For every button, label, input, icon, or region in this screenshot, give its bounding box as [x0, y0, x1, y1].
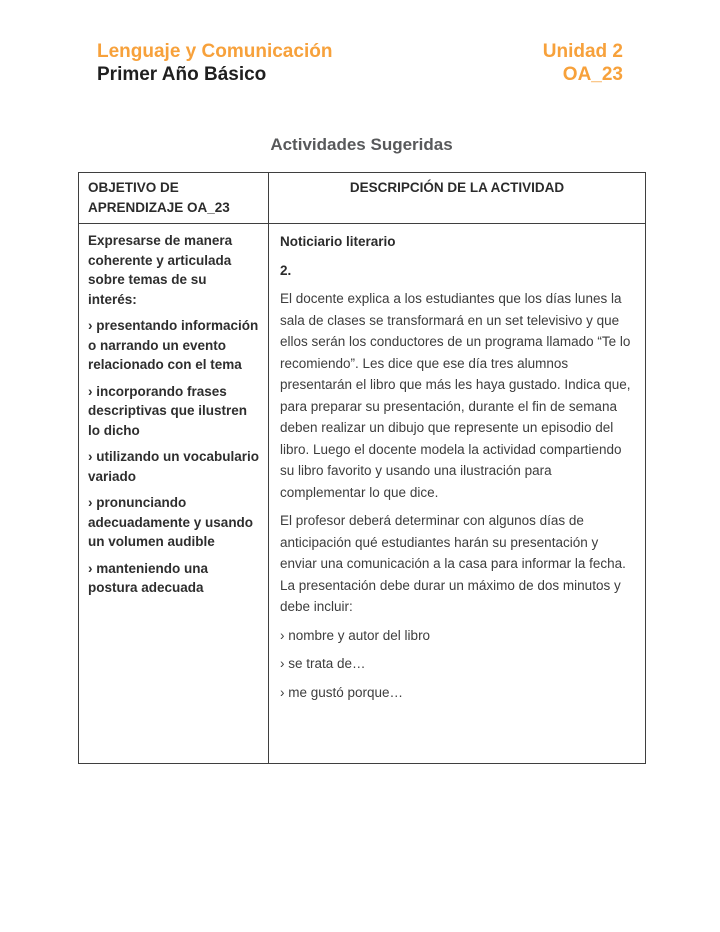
subject-title: Lenguaje y Comunicación — [97, 41, 333, 62]
table-body-row — [79, 224, 646, 764]
activity-bullet-3: › me gustó porque… — [280, 684, 404, 700]
objective-bullet-3: › utilizando un vocabulario variado — [88, 449, 260, 484]
activity-paragraph-1: El docente explica a los estudiantes que los días lunes la sala de clases se transformará en un set televisivo y que ellos serán los conductores de un programa llamado “Te lo recomiendo”. Les dice que ese día tres alumnos presentarán el libro que más les haya gustado. Indica que, para preparar su presentación, durante el fin de semana deben realizar un dibujo que represente un episodio del libro. Luego el docente modela la actividad compartiendo su libro favorito y usando una ilustración para complementar lo que dice. — [280, 291, 631, 500]
document-page — [78, 0, 645, 764]
objective-bullet-5: › manteniendo una postura adecuada — [88, 560, 209, 595]
objective-bullet-4: › pronunciando adecuadamente y usando un volumen audible — [88, 495, 254, 549]
activity-bullet-1: › nombre y autor del libro — [280, 627, 431, 643]
activity-paragraph-2: El profesor deberá determinar con algunos días de anticipación qué estudiantes harán su presentación y enviar una comunicación a la casa para informar la fecha. La presentación debe durar un máximo de dos minutos y debe incluir: — [280, 513, 626, 614]
objective-bullet-2: › incorporando frases descriptivas que ilustren lo dicho — [88, 383, 248, 438]
unit-label: Unidad 2 — [542, 41, 623, 62]
objective-cell — [79, 224, 269, 764]
column-header-description: DESCRIPCIÓN DE LA ACTIVIDAD — [269, 173, 646, 224]
activities-table — [78, 172, 646, 764]
oa-code-label: OA_23 — [562, 64, 623, 85]
grade-subtitle: Primer Año Básico — [97, 64, 267, 85]
header-left-block — [97, 40, 332, 86]
activity-name: Noticiario literario — [280, 234, 396, 249]
header-right-block — [543, 40, 623, 86]
document-header — [78, 0, 645, 86]
description-cell — [269, 224, 646, 764]
activity-bullet-2: › se trata de… — [280, 656, 366, 671]
table-header-row — [79, 173, 646, 224]
objective-bullet-1: › presentando información o narrando un evento relacionado con el tema — [88, 318, 259, 372]
activity-number: 2. — [280, 262, 292, 278]
objective-intro: Expresarse de manera coherente y articulada sobre temas de su interés: — [88, 233, 233, 307]
page-title: Actividades Sugeridas — [270, 135, 453, 154]
column-header-objective: OBJETIVO DE APRENDIZAJE OA_23 — [79, 173, 269, 224]
